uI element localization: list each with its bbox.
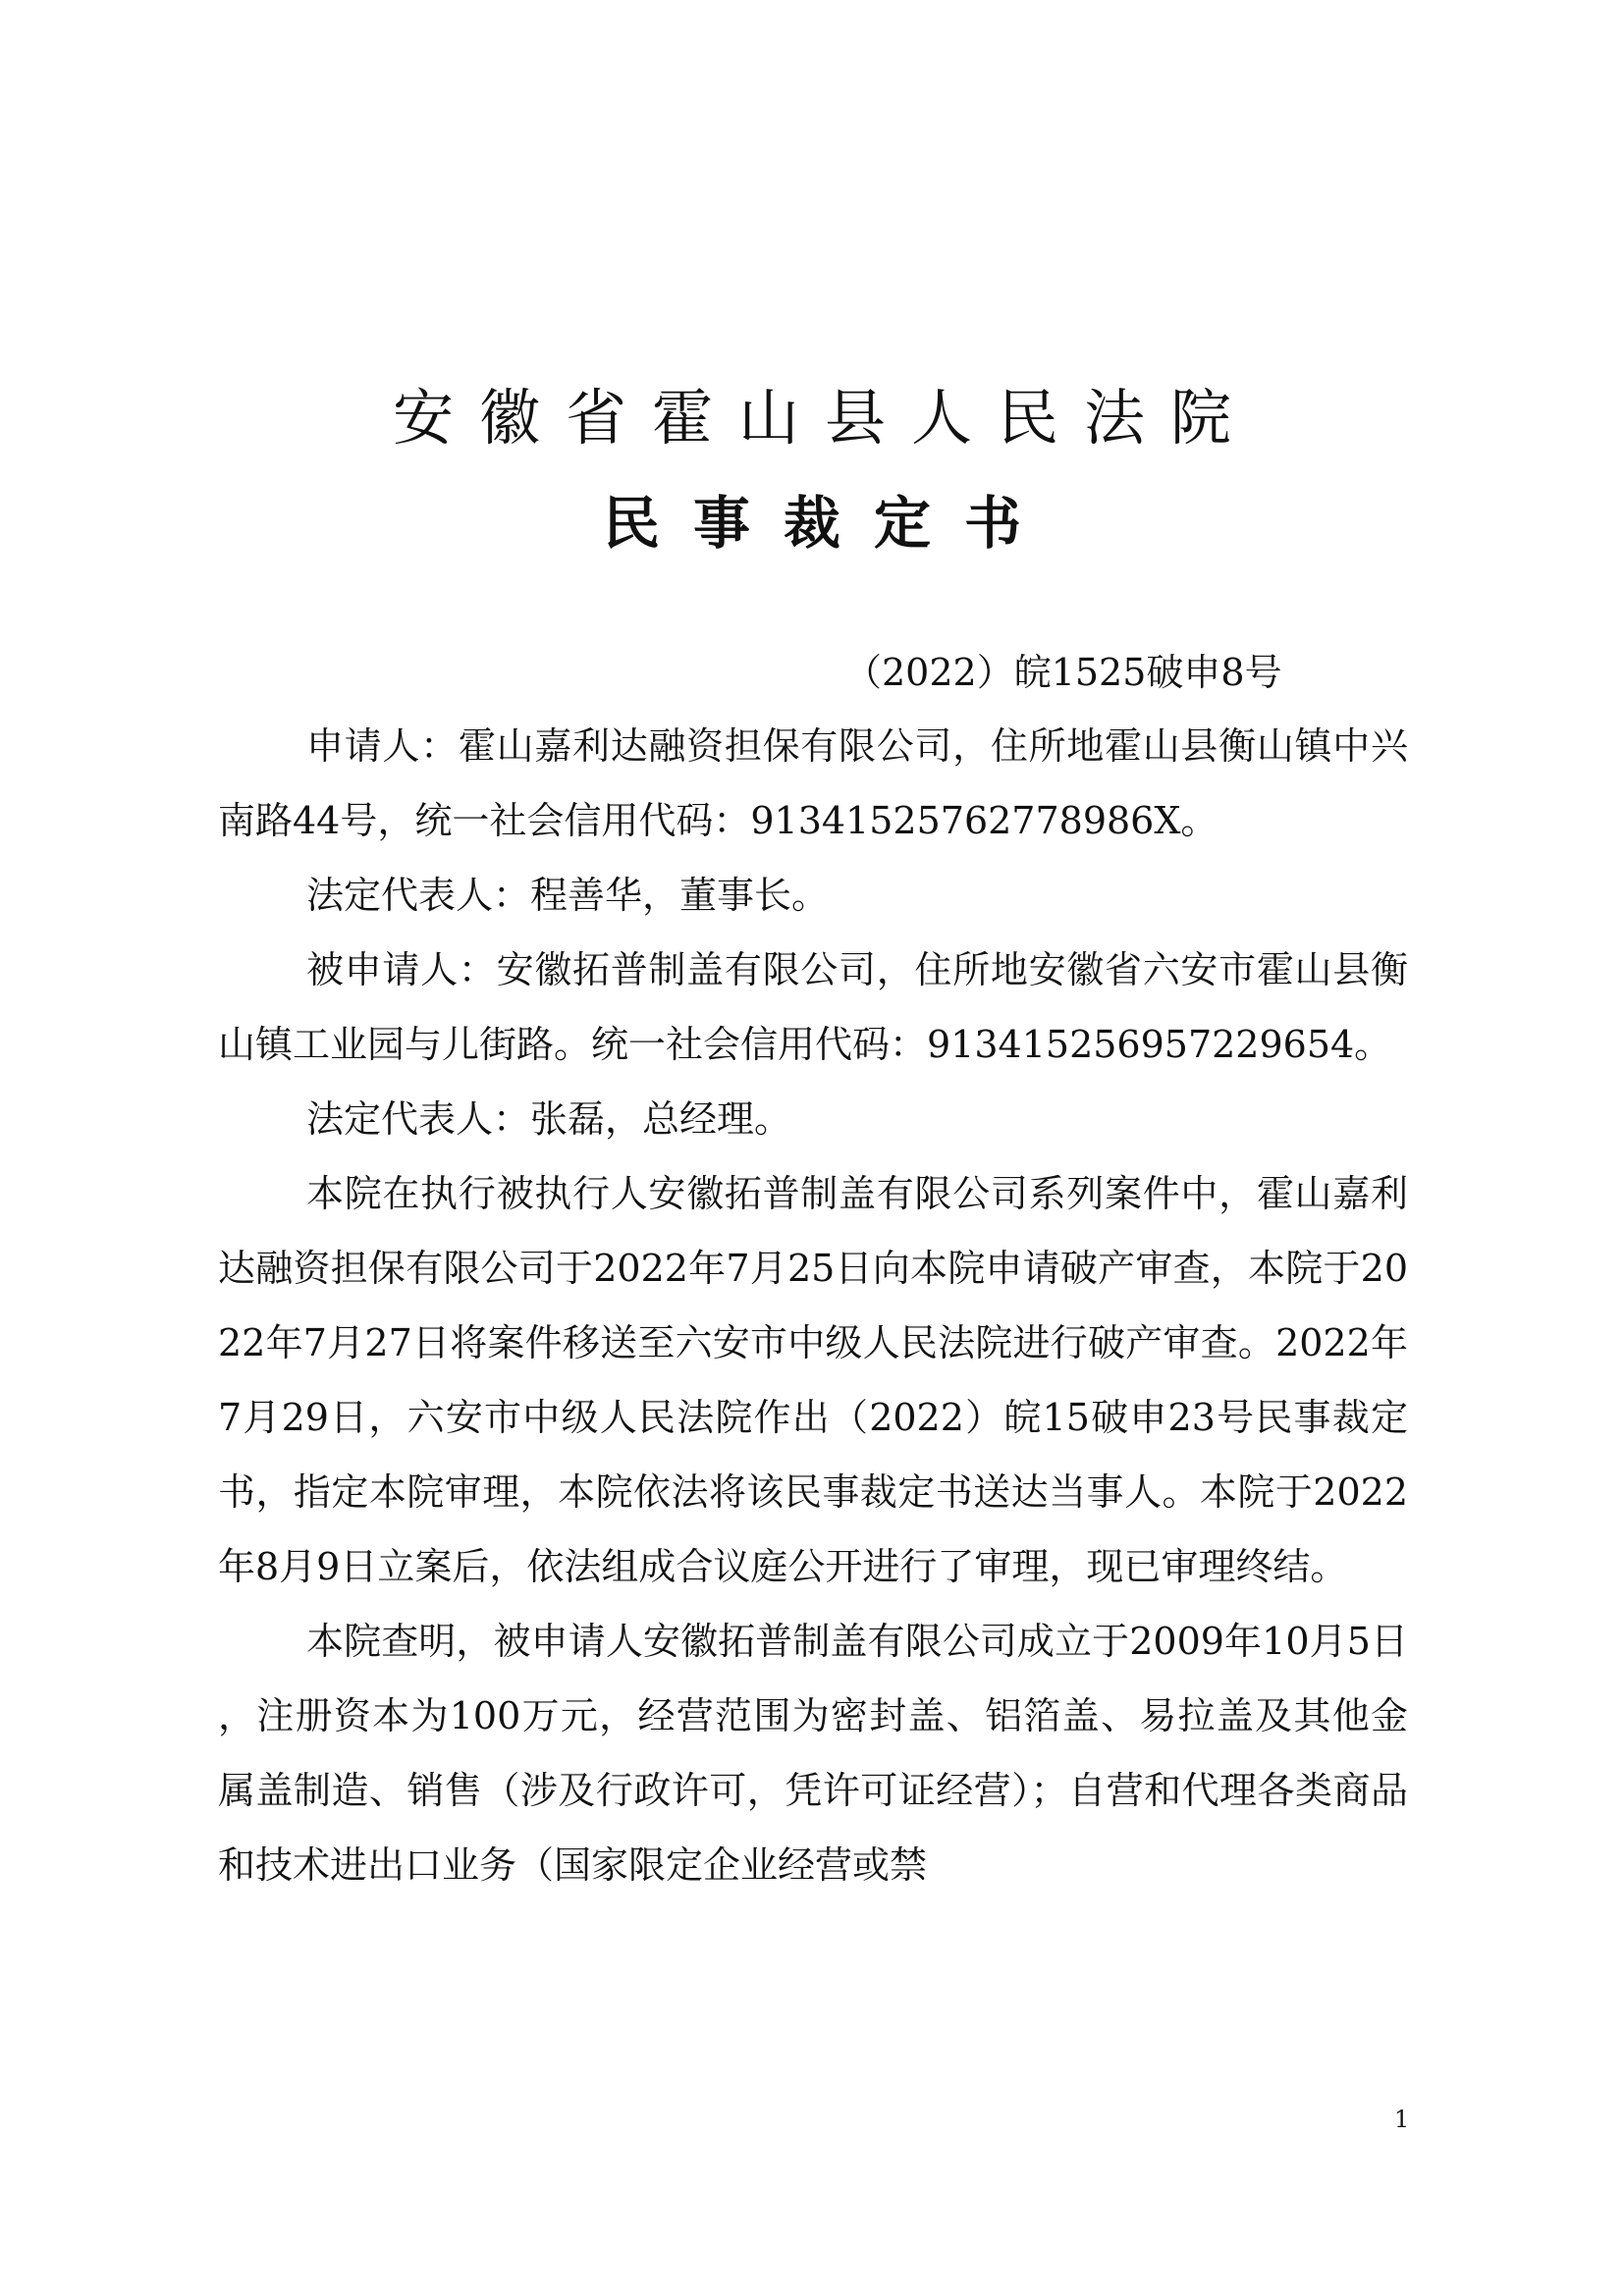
page-number: 1 [1394, 2106, 1410, 2133]
court-name-title: 安徽省霍山县人民法院 [392, 382, 1257, 454]
case-history-paragraph: 本院在执行被执行人安徽拓普制盖有限公司系列案件中，霍山嘉利达融资担保有限公司于2022年7月25日向本院申请破产审查，本院于2022年7月27日将案件移送至六安市中级人民法院进行破产审查。2022年7月29日，六安市中级人民法院作出（2022）皖15破申23号民事裁定书，指定本院审理，本院依法将该民事裁定书送达当事人。本院于2022年8月9日立案后，依法组成合议庭公开进行了审理，现已审理终结。 [218, 1172, 1408, 1588]
findings-paragraph: 本院查明，被申请人安徽拓普制盖有限公司成立于2009年10月5日，注册资本为100万元，经营范围为密封盖、铝箔盖、易拉盖及其他金属盖制造、销售（涉及行政许可，凭许可证经营）；自营和代理各类商品和技术进出口业务（国家限定企业经营或禁 [218, 1620, 1408, 1887]
case-number: （2022）皖1525破申8号 [844, 651, 1282, 694]
document-type-title: 民事裁定书 [602, 490, 1055, 557]
respondent-representative-paragraph: 法定代表人：张磊，总经理。 [306, 1097, 792, 1141]
document-body [218, 709, 1408, 1902]
applicant-paragraph: 申请人：霍山嘉利达融资担保有限公司，住所地霍山县衡山镇中兴南路44号，统一社会信用代码：9134152576277​8986X。 [218, 724, 1408, 842]
applicant-representative-paragraph: 法定代表人：程善华，董事长。 [306, 874, 830, 917]
respondent-paragraph: 被申请人：安徽拓普制盖有限公司，住所地安徽省六安市霍山县衡山镇工业园与儿街路。统一社会信用代码：913415256957229654。 [218, 948, 1408, 1066]
